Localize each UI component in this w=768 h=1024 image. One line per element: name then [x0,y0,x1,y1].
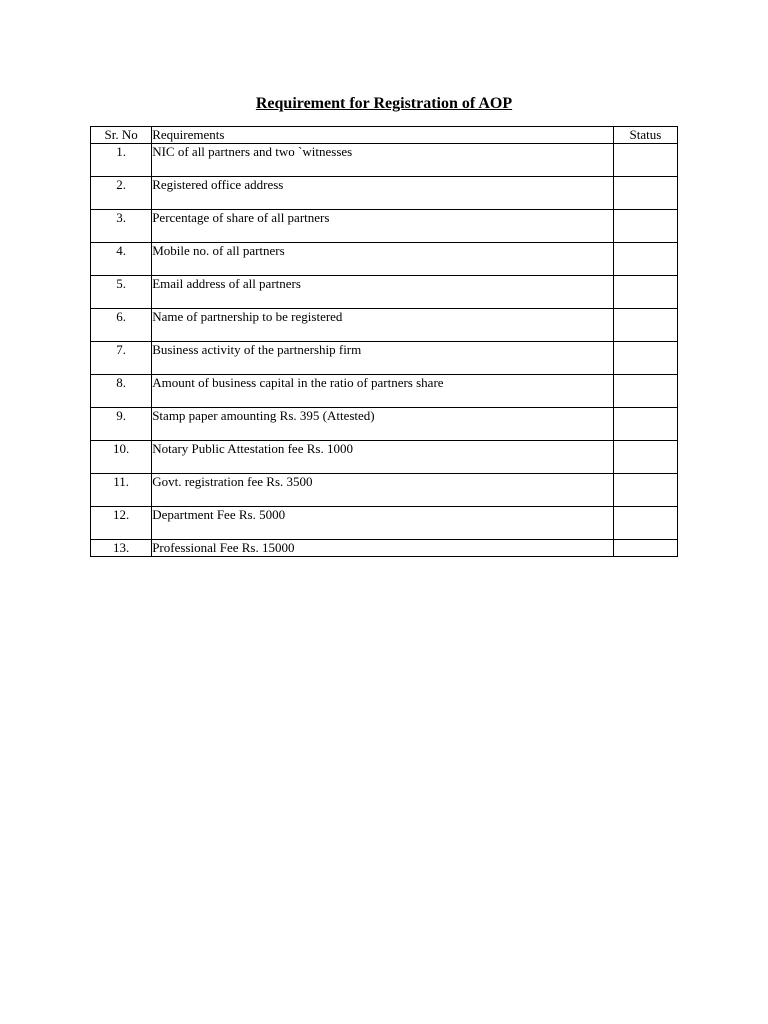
row-requirement: Notary Public Attestation fee Rs. 1000 [152,441,614,474]
row-status [613,507,677,540]
row-status [613,210,677,243]
row-status [613,309,677,342]
row-status [613,342,677,375]
row-requirement: Mobile no. of all partners [152,243,614,276]
row-sr-no: 8. [91,375,152,408]
document-title: Requirement for Registration of AOP [255,95,513,112]
row-status [613,540,677,557]
row-status [613,276,677,309]
table-header-row [91,127,678,144]
requirements-table [90,126,678,557]
table-row [91,408,678,441]
row-sr-no: 7. [91,342,152,375]
row-sr-no: 1. [91,144,152,177]
row-requirement: Professional Fee Rs. 15000 [152,540,614,557]
row-requirement: Stamp paper amounting Rs. 395 (Attested) [152,408,614,441]
row-requirement: Registered office address [152,177,614,210]
row-status [613,441,677,474]
row-requirement: Amount of business capital in the ratio of partners share [152,375,614,408]
row-sr-no: 9. [91,408,152,441]
table-row [91,441,678,474]
table-row [91,375,678,408]
row-requirement: NIC of all partners and two `witnesses [152,144,614,177]
row-status [613,375,677,408]
row-sr-no: 12. [91,507,152,540]
table-row [91,309,678,342]
row-requirement: Percentage of share of all partners [152,210,614,243]
row-requirement: Business activity of the partnership firm [152,342,614,375]
table-row [91,144,678,177]
header-requirements: Requirements [152,127,614,144]
row-sr-no: 3. [91,210,152,243]
row-sr-no: 5. [91,276,152,309]
table-row [91,474,678,507]
row-status [613,474,677,507]
row-requirement: Name of partnership to be registered [152,309,614,342]
row-status [613,408,677,441]
row-sr-no: 6. [91,309,152,342]
table-row [91,342,678,375]
table-row [91,276,678,309]
row-sr-no: 10. [91,441,152,474]
row-requirement: Govt. registration fee Rs. 3500 [152,474,614,507]
row-requirement: Department Fee Rs. 5000 [152,507,614,540]
row-status [613,144,677,177]
row-status [613,243,677,276]
table-row [91,177,678,210]
header-status: Status [613,127,677,144]
row-status [613,177,677,210]
row-sr-no: 4. [91,243,152,276]
table-row [91,210,678,243]
header-sr-no: Sr. No [91,127,152,144]
table-row [91,540,678,557]
row-sr-no: 11. [91,474,152,507]
row-sr-no: 2. [91,177,152,210]
table-row [91,243,678,276]
row-sr-no: 13. [91,540,152,557]
row-requirement: Email address of all partners [152,276,614,309]
table-row [91,507,678,540]
